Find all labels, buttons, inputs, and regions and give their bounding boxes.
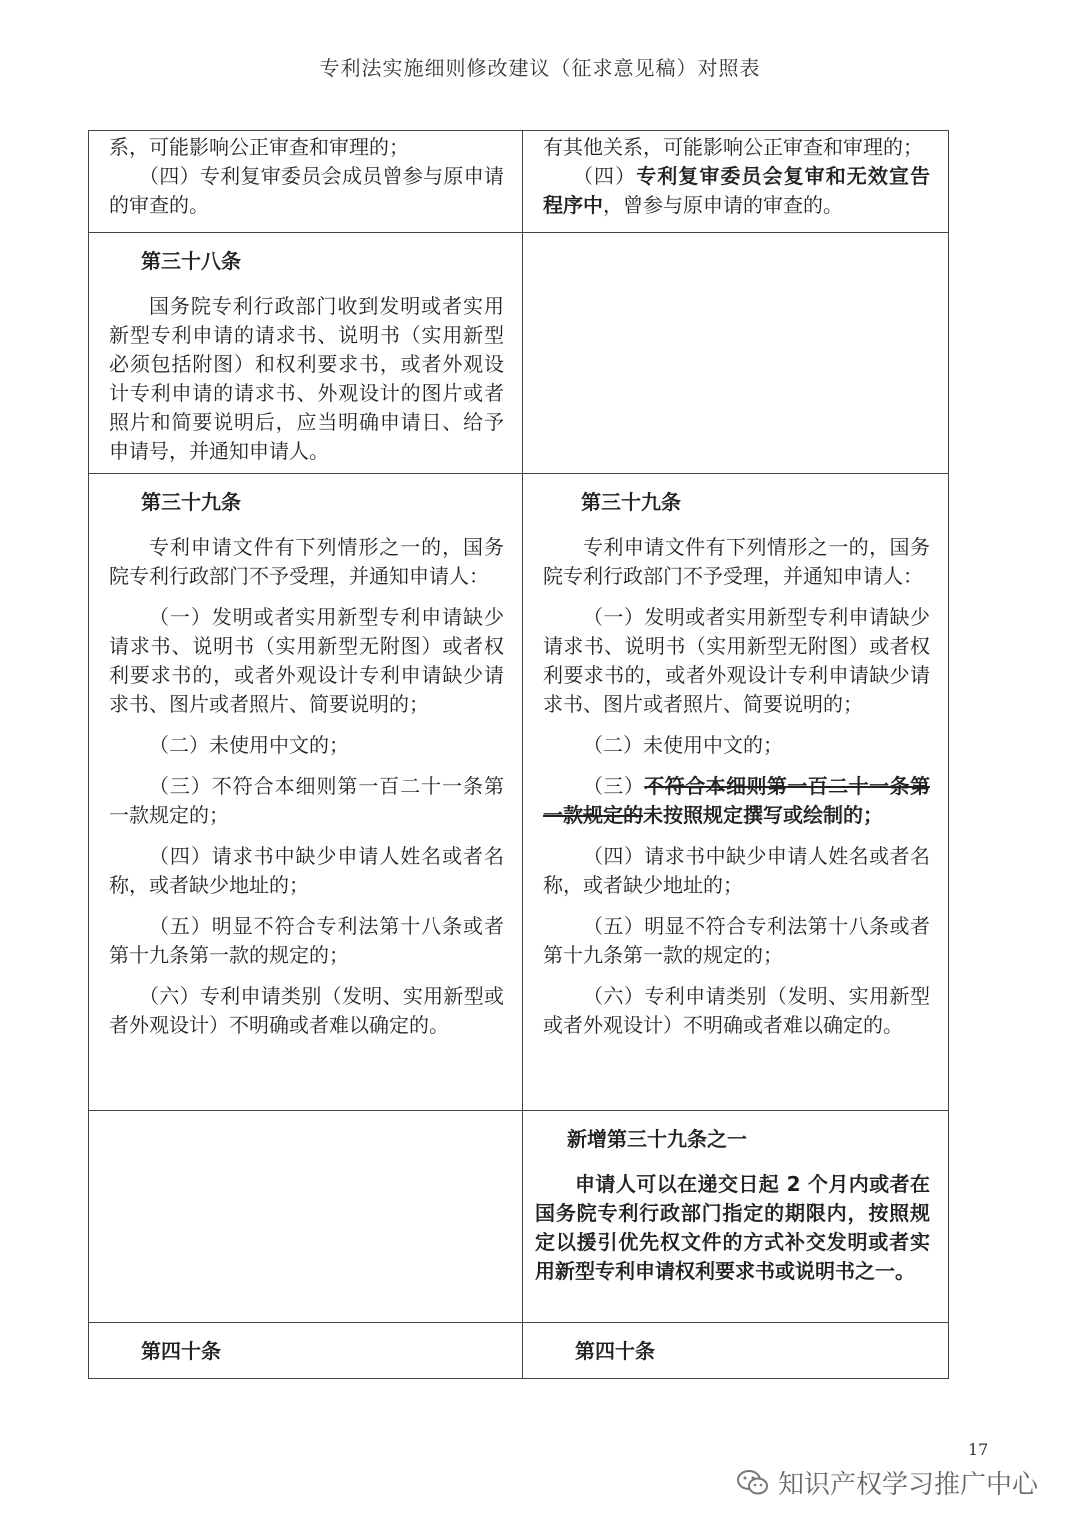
page-number: 17 bbox=[968, 1440, 989, 1459]
clause-number: （四） bbox=[573, 164, 637, 188]
clause-text: （五）明显不符合专利法第十八条或者第十九条第一款的规定的； bbox=[543, 914, 930, 967]
clause-text: （一）发明或者实用新型专利申请缺少请求书、说明书（实用新型无附图）或者权利要求书的，或者外观设计专利申请缺少请求书、图片或者照片、简要说明的； bbox=[543, 605, 930, 716]
page-header: 专利法实施细则修改建议（征求意见稿）对照表 bbox=[319, 56, 761, 80]
clause-text bbox=[543, 772, 930, 830]
right-cell bbox=[523, 131, 949, 233]
left-cell bbox=[89, 1323, 523, 1379]
amended-text: 未按照规定撰写或绘制的 bbox=[643, 803, 863, 827]
clause-text: （六）专利申请类别（发明、实用新型或者外观设计）不明确或者难以确定的。 bbox=[543, 984, 930, 1037]
text-line: 有其他关系，可能影响公正审查和审理的； bbox=[543, 135, 923, 159]
clause-tail: ，曾参与原申请的审查的。 bbox=[603, 193, 843, 217]
article-body: 国务院专利行政部门收到发明或者实用新型专利申请的请求书、说明书（实用新型必须包括附图）和权利要求书，或者外观设计专利申请的请求书、外观设计的图片或者照片和简要说明后，应当明确申请日、给予申请号，并通知申请人。 bbox=[109, 294, 504, 463]
clause-text: （三）不符合本细则第一百二十一条第一款规定的； bbox=[109, 774, 504, 827]
right-cell bbox=[523, 474, 949, 1111]
table-row bbox=[89, 233, 949, 474]
left-cell bbox=[89, 474, 523, 1111]
right-cell bbox=[523, 1323, 949, 1379]
right-cell-empty bbox=[523, 233, 949, 474]
article-heading: 第三十九条 bbox=[141, 490, 241, 514]
article-intro: 专利申请文件有下列情形之一的，国务院专利行政部门不予受理，并通知申请人： bbox=[543, 535, 930, 588]
table-row bbox=[89, 131, 949, 233]
left-cell bbox=[89, 131, 523, 233]
clause-text: （四）专利复审委员会成员曾参与原申请的审查的。 bbox=[109, 164, 504, 217]
article-heading: 第四十条 bbox=[575, 1339, 655, 1363]
watermark bbox=[736, 1464, 1038, 1501]
article-body: 申请人可以在递交日起 2 个月内或者在国务院专利行政部门指定的期限内，按照规定以援引优先权文件的方式补交发明或者实用新型专利申请权利要求书或说明书之一。 bbox=[535, 1172, 930, 1283]
left-cell-empty bbox=[89, 1111, 523, 1323]
article-intro: 专利申请文件有下列情形之一的，国务院专利行政部门不予受理，并通知申请人： bbox=[109, 535, 504, 588]
wechat-icon bbox=[736, 1468, 770, 1498]
clause-text: （四）请求书中缺少申请人姓名或者名称，或者缺少地址的； bbox=[543, 844, 930, 897]
article-heading: 第三十九条 bbox=[581, 490, 681, 514]
article-heading: 新增第三十九条之一 bbox=[567, 1127, 747, 1151]
clause-text: （一）发明或者实用新型专利申请缺少请求书、说明书（实用新型无附图）或者权利要求书的，或者外观设计专利申请缺少请求书、图片或者照片、简要说明的； bbox=[109, 605, 504, 716]
clause-text bbox=[543, 162, 930, 220]
table-row bbox=[89, 1111, 949, 1323]
clause-text: （二）未使用中文的； bbox=[149, 733, 349, 757]
watermark-text: 知识产权学习推广中心 bbox=[778, 1470, 1039, 1500]
clause-text: （四）请求书中缺少申请人姓名或者名称，或者缺少地址的； bbox=[109, 844, 504, 897]
text-line: 系，可能影响公正审查和审理的； bbox=[109, 135, 409, 159]
right-cell bbox=[523, 1111, 949, 1323]
clause-tail: ； bbox=[863, 803, 883, 827]
article-heading: 第四十条 bbox=[141, 1339, 221, 1363]
left-cell bbox=[89, 233, 523, 474]
article-heading: 第三十八条 bbox=[141, 249, 241, 273]
table-row bbox=[89, 1323, 949, 1379]
clause-text: （五）明显不符合专利法第十八条或者第十九条第一款的规定的； bbox=[109, 914, 504, 967]
comparison-table bbox=[88, 130, 949, 1379]
clause-number: （三） bbox=[583, 774, 645, 798]
clause-text: （二）未使用中文的； bbox=[583, 733, 783, 757]
amended-text: 专利复审委员会复审和无效宣告程序中 bbox=[543, 164, 930, 217]
table-row bbox=[89, 474, 949, 1111]
clause-text: （六）专利申请类别（发明、实用新型或者外观设计）不明确或者难以确定的。 bbox=[109, 984, 504, 1037]
deleted-text: 不符合本细则第一百二十一条第一款规定的 bbox=[543, 774, 930, 827]
